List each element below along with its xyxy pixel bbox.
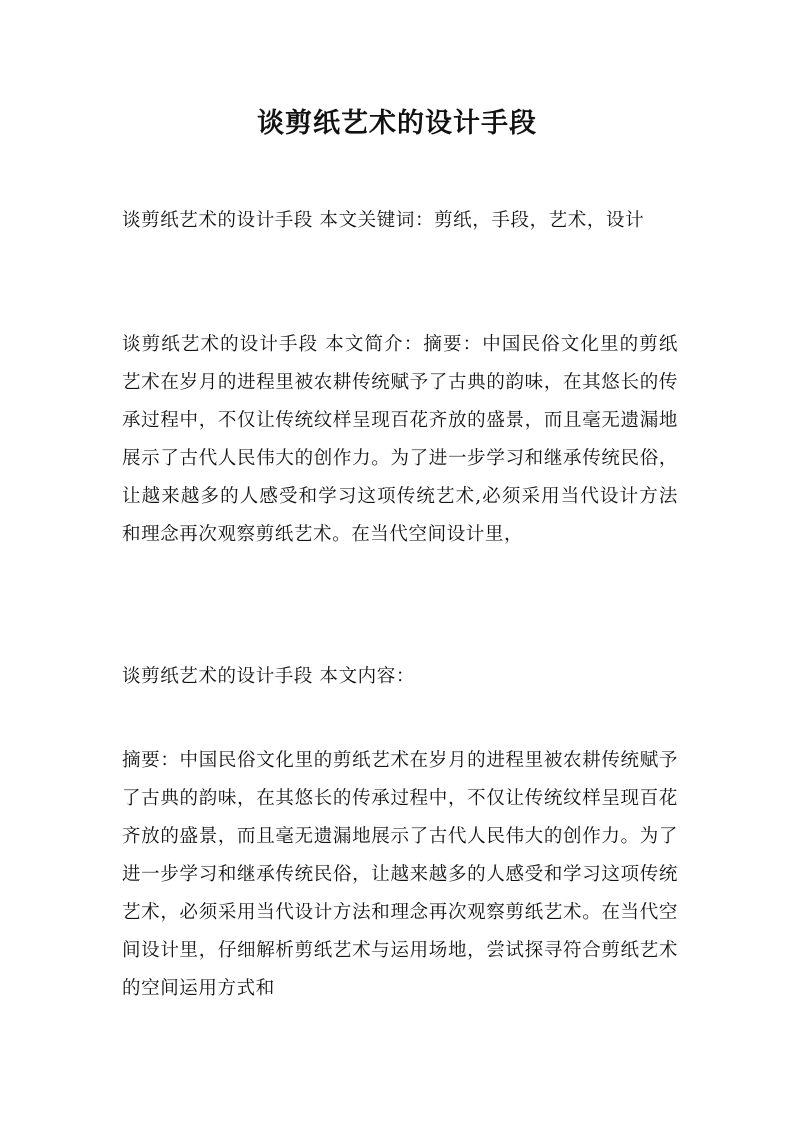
content-heading-paragraph: 谈剪纸艺术的设计手段 本文内容： (122, 666, 415, 687)
abstract-paragraph: 摘要：中国民俗文化里的剪纸艺术在岁月的进程里被农耕传统赋予了古典的韵味，在其悠长的传承过程中，不仅让传统纹样呈现百花齐放的盛景，而且毫无遗漏地展示了古代人民伟大的创作力。为了进一步学习和继承传统民俗，让越来越多的人感受和学习这项传统艺术，必须采用当代设计方法和理念再次观察剪纸艺术。在当代空间设计里，仔细解析剪纸艺术与运用场地，尝试探寻符合剪纸艺术的空间运用方式和 (122, 750, 678, 999)
summary-paragraph: 谈剪纸艺术的设计手段 本文简介：摘要：中国民俗文化里的剪纸艺术在岁月的进程里被农耕传统赋予了古典的韵味，在其悠长的传承过程中，不仅让传统纹样呈现百花齐放的盛景，而且毫无遗漏地展示了古代人民伟大的创作力。为了进一步学习和继承传统民俗，让越来越多的人感受和学习这项传统艺术,必须采用当代设计方法和理念再次观察剪纸艺术。在当代空间设计里， (122, 334, 678, 545)
document-title: 谈剪纸艺术的设计手段 (257, 108, 537, 139)
keywords-paragraph: 谈剪纸艺术的设计手段 本文关键词：剪纸，手段，艺术，设计 (122, 210, 645, 231)
